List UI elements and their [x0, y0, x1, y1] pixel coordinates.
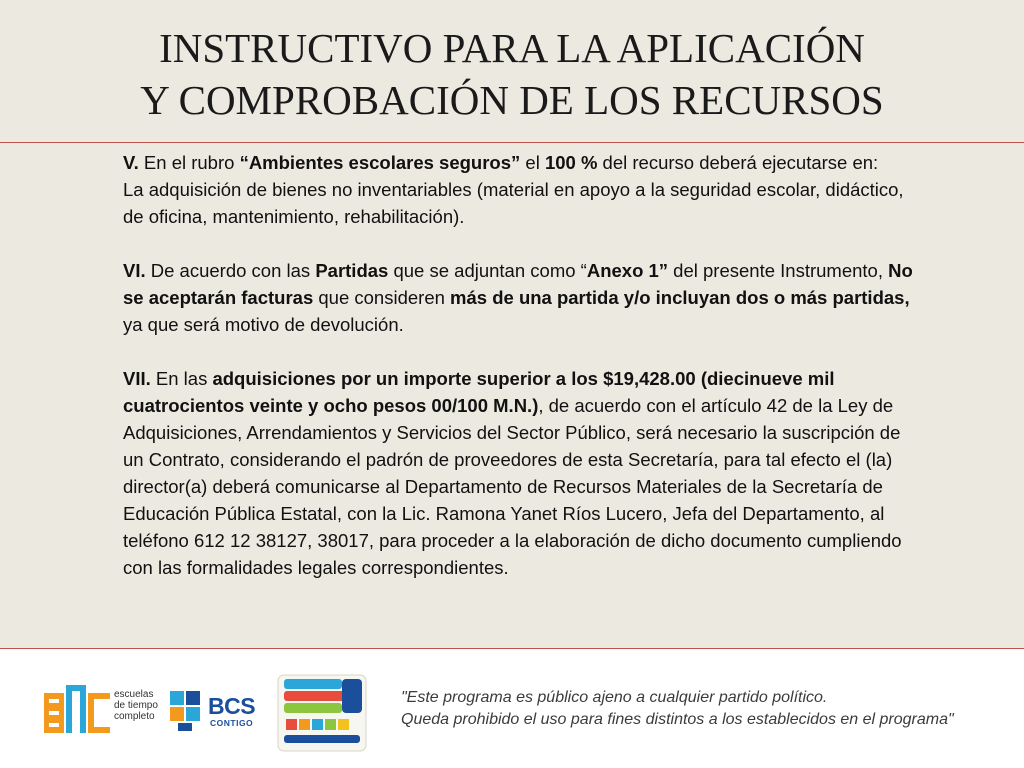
etc-logo	[44, 685, 164, 735]
text: del presente Instrumento,	[668, 260, 889, 281]
mas-partida-term: más de una partida y/o incluyan dos o más partidas,	[450, 287, 910, 308]
section-v-number: V.	[123, 152, 139, 173]
bcs-logo-sub: CONTIGO	[210, 718, 254, 728]
text: En el rubro	[138, 152, 240, 173]
text: De acuerdo con las	[145, 260, 316, 281]
etc-logo-text-3: completo	[114, 711, 155, 722]
slide-title	[0, 22, 1024, 126]
disclaimer-line-2: Queda prohibido el uso para fines distintos a los establecidos en el programa"	[401, 711, 954, 728]
text: que consideren	[313, 287, 451, 308]
etc-logo-text-1: escuelas	[114, 689, 154, 700]
footer	[0, 649, 1024, 768]
etc-logo-text	[114, 689, 158, 722]
section-v	[123, 149, 913, 176]
text: , de acuerdo con el artículo 42 de la Ley de Adquisiciones, Arrendamientos y Servicios del Sector Público, será necesario la suscripción de un Contrato, considerando el padrón de proveedores de esta Secretaría, para tal efecto el (la) director(a) deberá comunicarse al Departamento de Recursos Materiales de la Secretaría de Educación Pública Estatal, con la Lic. Ramona Yanet Ríos Lucero, Jefa del Departamento, al teléfono 612 12 38127, 38017, para proceder a la elaboración de dicho documento cumpliendo con las formalidades legales correspondientes.	[123, 395, 902, 578]
importe-term: adquisiciones por un importe superior a los $19,428.00 (diecinueve mil cuatrocientos veinte y ocho pesos 00/100 M.N.)	[123, 368, 835, 416]
text: el	[520, 152, 545, 173]
no-facturas-term: No se aceptarán facturas	[123, 260, 913, 308]
instructions-body	[123, 149, 913, 581]
section-vi-number: VI.	[123, 260, 146, 281]
etc-logo-mark	[44, 685, 112, 735]
bcs-contigo-logo	[168, 687, 260, 733]
escuelas-tiempo-completo-logo-art	[276, 671, 368, 755]
section-vii-number: VII.	[123, 368, 151, 389]
slide-title-line-2: Y COMPROBACIÓN DE LOS RECURSOS	[140, 77, 884, 123]
text: del recurso deberá ejecutarse en:	[597, 152, 879, 173]
bcs-logo-word: BCS	[208, 693, 256, 719]
program-disclaimer	[401, 687, 1001, 731]
disclaimer-line-1: "Este programa es público ajeno a cualquier partido político.	[401, 689, 828, 706]
section-vi	[123, 257, 913, 338]
etc-logo-text-2: de tiempo	[114, 700, 158, 711]
bcs-logo-mark	[168, 687, 208, 733]
escuelas-tiempo-completo-logo	[276, 671, 368, 755]
text: En las	[150, 368, 213, 389]
section-v-detail: La adquisición de bienes no inventariables (material en apoyo a la seguridad escolar, didáctico, de oficina, mantenimiento, rehabilitación).	[123, 179, 904, 227]
percentage: 100 %	[544, 152, 598, 173]
section-vii	[123, 365, 913, 581]
text: ya que será motivo de devolución.	[123, 314, 404, 335]
slide-title-line-1: INSTRUCTIVO PARA LA APLICACIÓN	[159, 25, 865, 71]
partidas-term: Partidas	[315, 260, 389, 281]
anexo-term: Anexo 1”	[586, 260, 669, 281]
rubro-name: “Ambientes escolares seguros”	[239, 152, 521, 173]
title-divider	[0, 142, 1024, 143]
text: que se adjuntan como “	[388, 260, 587, 281]
